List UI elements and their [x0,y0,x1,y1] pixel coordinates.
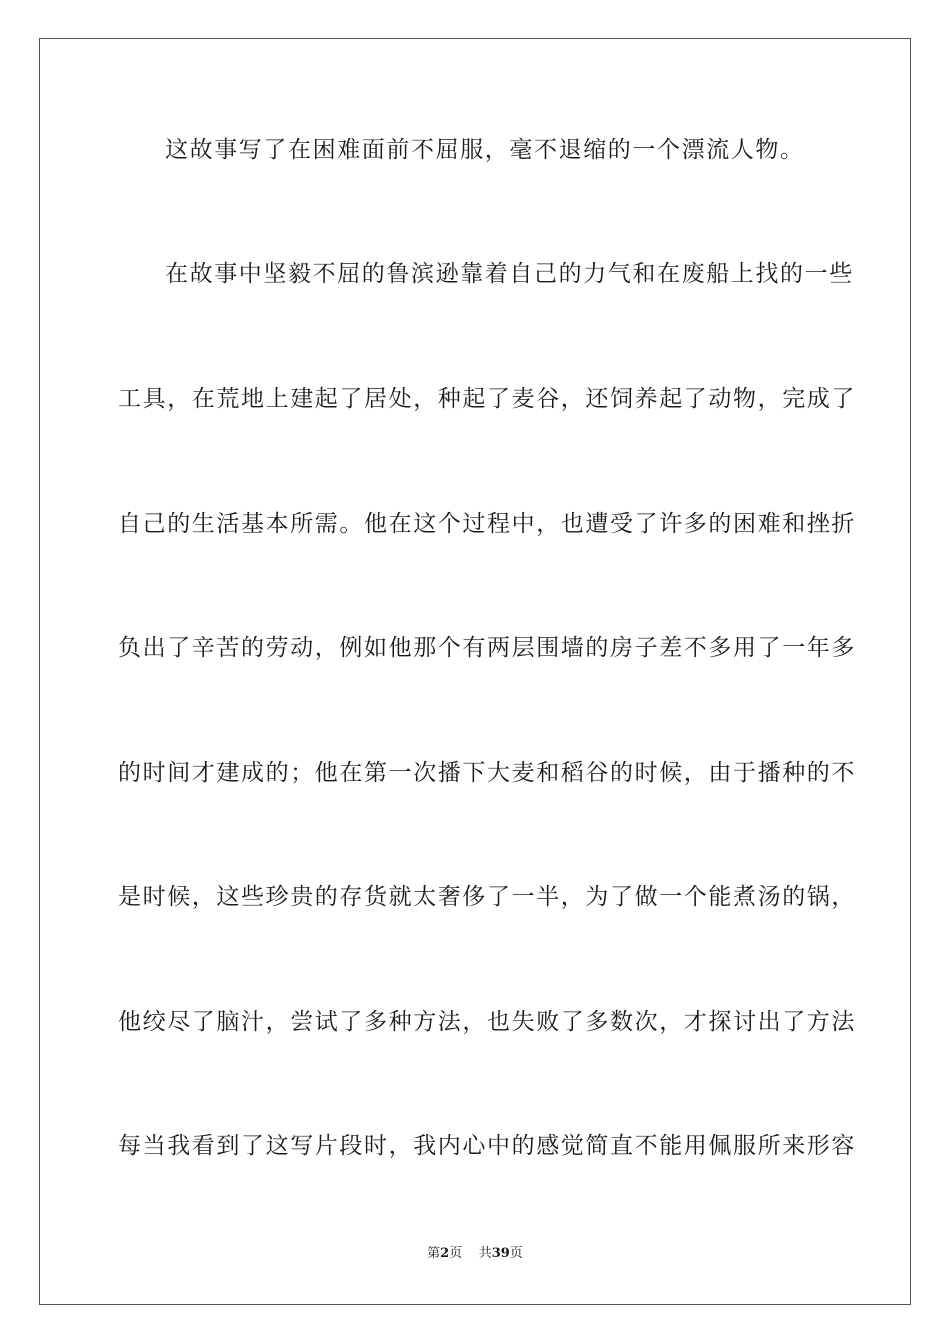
paragraph-2-line-1: 在故事中坚毅不屈的鲁滨逊靠着自己的力气和在废船上找的一些 [165,261,854,287]
page-border [39,38,911,1305]
paragraph-1-line-1: 这故事写了在困难面前不屈服，毫不退缩的一个漂流人物。 [165,137,805,163]
page-suffix: 页 [449,1246,463,1261]
total-prefix: 共 [478,1246,492,1261]
page-prefix: 第 [427,1246,441,1261]
total-suffix: 页 [509,1246,523,1261]
paragraph-2-line-3: 自己的生活基本所需。他在这个过程中，也遭受了许多的困难和挫折 [118,511,856,537]
paragraph-2-line-6: 是时候，这些珍贵的存货就太奢侈了一半，为了做一个能煮汤的锅， [118,884,856,910]
paragraph-2-line-2: 工具，在荒地上建起了居处，种起了麦谷，还饲养起了动物，完成了 [118,386,856,412]
page-number: 2 [440,1246,450,1261]
paragraph-2-line-5: 的时间才建成的；他在第一次播下大麦和稻谷的时候，由于播种的不 [118,760,856,786]
page-footer [0,1245,950,1263]
paragraph-2-line-7: 他绞尽了脑汁，尝试了多种方法，也失败了多数次，才探讨出了方法 [118,1009,856,1035]
total-pages: 39 [491,1246,510,1261]
paragraph-2-line-8: 每当我看到了这写片段时，我内心中的感觉简直不能用佩服所来形容 [118,1133,856,1159]
paragraph-2-line-4: 负出了辛苦的劳动，例如他那个有两层围墙的房子差不多用了一年多 [118,635,856,661]
